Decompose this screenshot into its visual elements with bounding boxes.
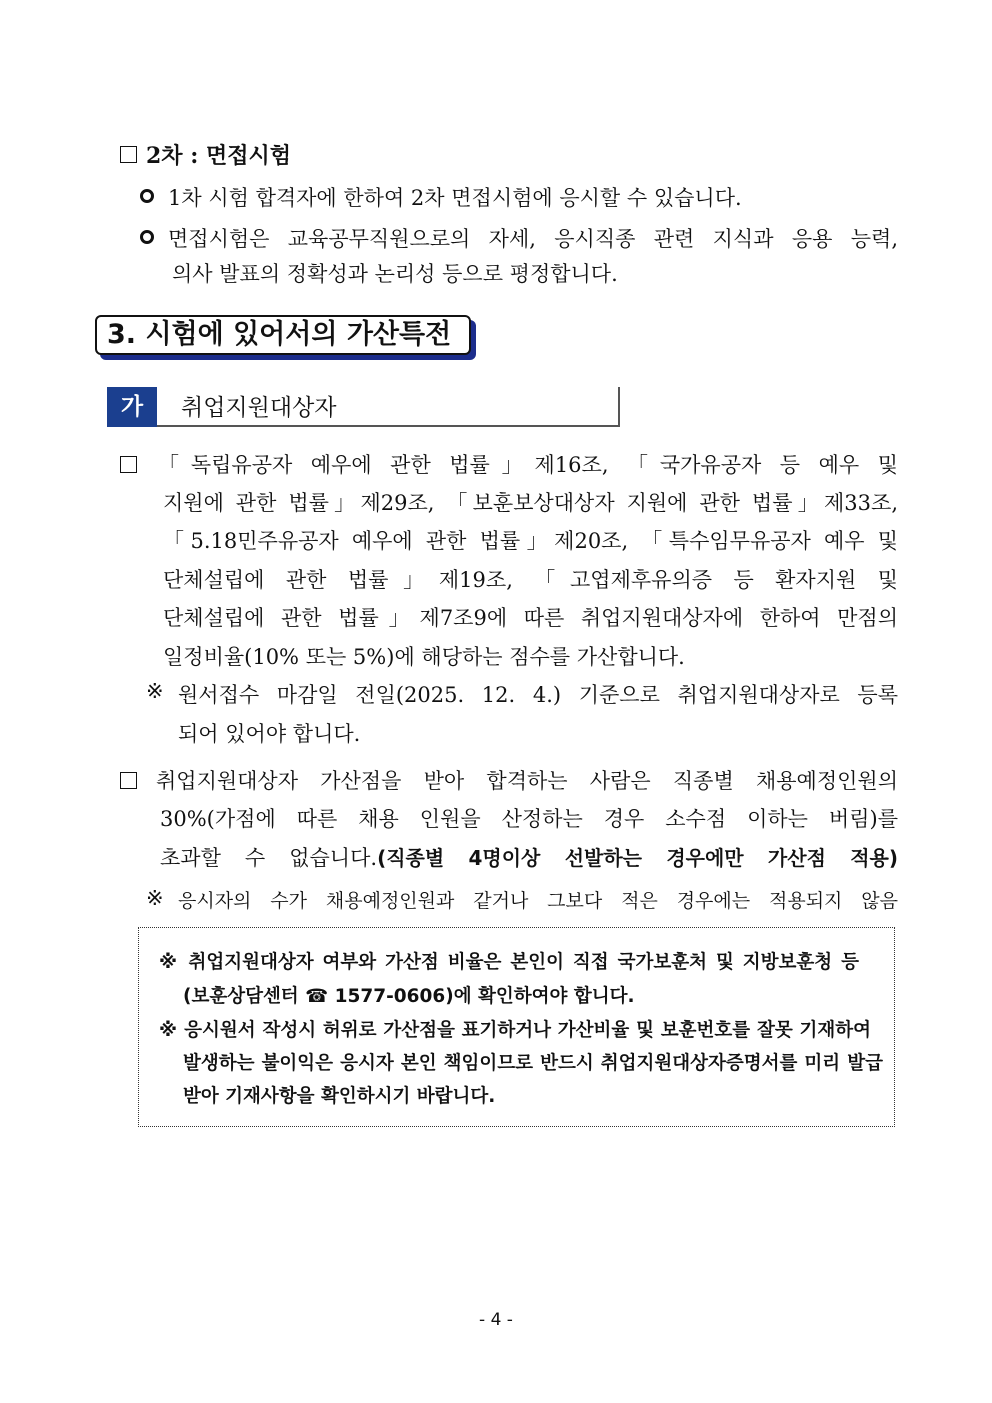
bullet-text: 1차 시험 합격자에 한하여 2차 면접시험에 응시할 수 있습니다. [168, 186, 742, 210]
notice-box [138, 927, 895, 1127]
subsection-badge: 가 [107, 387, 157, 427]
item-text-plain: 초과할 수 없습니다. [160, 846, 378, 870]
notice-line: 받아 기재사항을 확인하시기 바랍니다. [183, 1086, 496, 1107]
item-text: 단체설립에 관한 법률」제7조9에 따른 취업지원대상자에 한하여 만점의 [163, 606, 898, 630]
circle-bullet-icon [140, 230, 154, 244]
item-text-emphasis: (직종별 4명이상 선발하는 경우에만 가산점 적용) [377, 846, 898, 870]
note-text: 응시자의 수가 채용예정인원과 같거나 그보다 적은 경우에는 적용되지 않음 [178, 890, 898, 912]
item-text: 지원에 관한 법률」제29조, 「보훈보상대상자 지원에 관한 법률」제33조, [163, 491, 898, 515]
notice-line: (보훈상담센터 ☎ 1577-0606)에 확인하여야 합니다. [183, 986, 635, 1007]
page-number: - 4 - [479, 1310, 513, 1330]
note-mark: ※ [146, 886, 164, 910]
checkbox-square-icon [120, 146, 137, 163]
note-text: 원서접수 마감일 전일(2025. 12. 4.) 기준으로 취업지원대상자로 등록 [178, 683, 898, 707]
checkbox-square-icon [120, 772, 137, 789]
item-text: 30%(가점에 따른 채용 인원을 산정하는 경우 소수점 이하는 버림)를 [160, 807, 898, 831]
notice-line: ※ 응시원서 작성시 허위로 가산점을 표기하거나 가산비율 및 보훈번호를 잘못 기재하여 [159, 1020, 871, 1041]
subsection-underline [157, 425, 620, 427]
bullet-text: 면접시험은 교육공무직원으로의 자세, 응시직종 관련 지식과 응용 능력, [168, 227, 898, 251]
item-text: 단체설립에 관한 법률」제19조, 「고엽제후유의증 등 환자지원 및 [163, 568, 898, 592]
note-text: 되어 있어야 합니다. [178, 722, 361, 746]
item-text: 「독립유공자 예우에 관한 법률」제16조, 「국가유공자 등 예우 및 [158, 453, 898, 477]
section-heading-interview: 2차 : 면접시험 [146, 143, 292, 169]
notice-line: 발생하는 불이익은 응시자 본인 책임이므로 반드시 취업지원대상자증명서를 미리 발급 [183, 1053, 883, 1074]
bullet-text: 의사 발표의 정확성과 논리성 등으로 평정합니다. [172, 262, 618, 286]
circle-bullet-icon [140, 189, 154, 203]
item-text: 취업지원대상자 가산점을 받아 합격하는 사람은 직종별 채용예정인원의 [156, 769, 898, 793]
subsection-divider [618, 387, 620, 427]
item-text: 「5.18민주유공자 예우에 관한 법률」제20조, 「특수임무유공자 예우 및 [163, 529, 898, 553]
note-mark: ※ [146, 679, 164, 703]
item-text: 일정비율(10% 또는 5%)에 해당하는 점수를 가산합니다. [163, 645, 685, 669]
checkbox-square-icon [120, 456, 137, 473]
notice-line: ※ 취업지원대상자 여부와 가산점 비율은 본인이 직접 국가보훈처 및 지방보훈청 등 [159, 952, 859, 973]
subsection-title: 취업지원대상자 [181, 395, 337, 421]
section-title-bonus: 3. 시험에 있어서의 가산특전 [95, 315, 471, 355]
item-text [160, 842, 898, 872]
